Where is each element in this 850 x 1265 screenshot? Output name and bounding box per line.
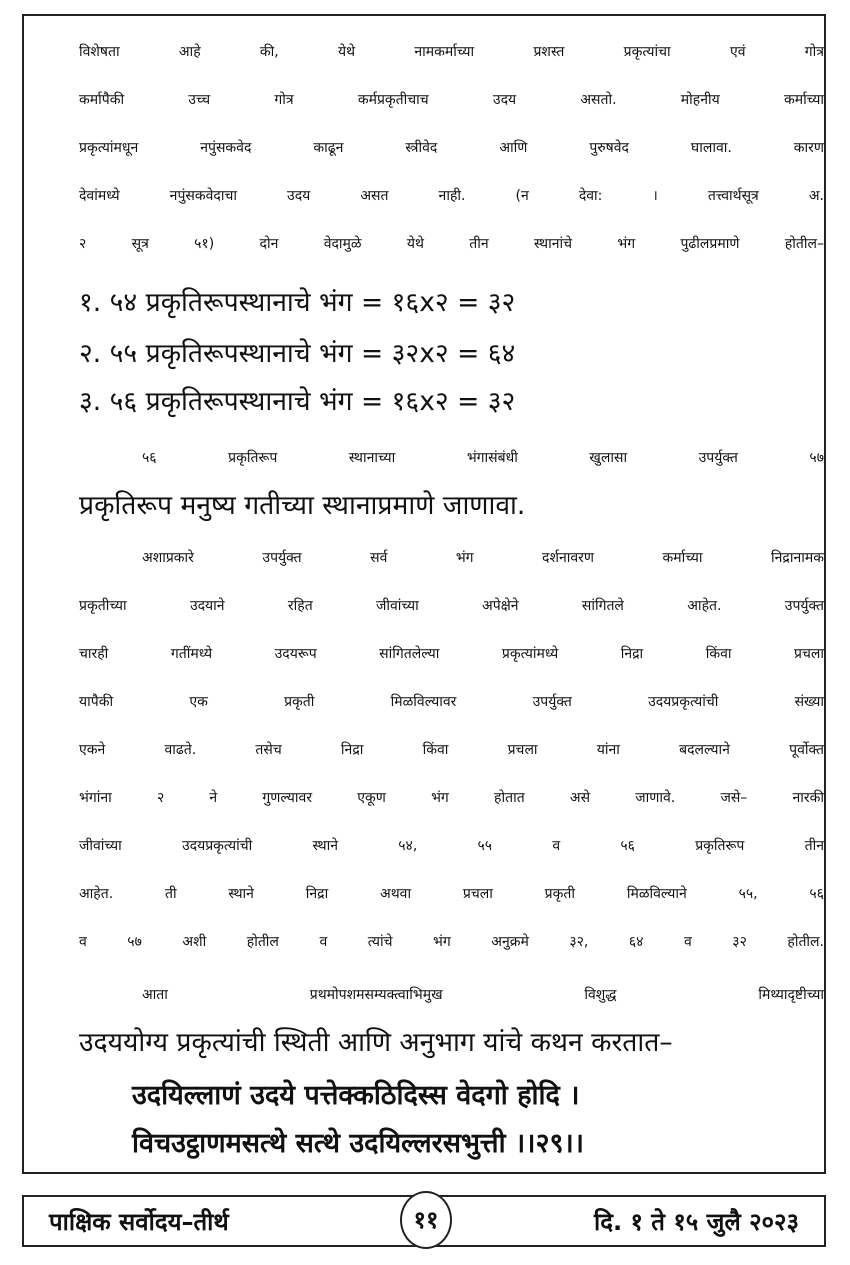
publication-title: पाक्षिक सर्वोदय–तीर्थ (49, 1208, 229, 1236)
equation-3: ३. ५६ प्रकृतिरूपस्थानाचे भंग = १६x२ = ३२ (79, 386, 516, 417)
para3-line-6: भंगांना २ ने गुणल्यावर एकूण भंग होतात असे जाणावे. जसे– नारकी (79, 790, 824, 806)
issue-date: दि. १ ते १५ जुलै २०२३ (594, 1208, 799, 1236)
para2-line-1: ५६ प्रकृतिरूप स्थानाच्या भंगासंबंधी खुलासा उपर्युक्त ५७ (142, 450, 824, 466)
page-content-box (22, 14, 826, 1174)
para3-line-4: यापैकी एक प्रकृती मिळविल्यावर उपर्युक्त उदयप्रकृत्यांची संख्या (79, 694, 824, 710)
para1-line-2: कर्मापैकी उच्च गोत्र कर्मप्रकृतीचाच उदय असतो. मोहनीय कर्माच्या (79, 92, 824, 108)
para2-line-2: प्रकृतिरूप मनुष्य गतीच्या स्थानाप्रमाणे जाणावा. (79, 490, 526, 521)
equation-1: १. ५४ प्रकृतिरूपस्थानाचे भंग = १६x२ = ३२ (79, 287, 516, 318)
para1-line-5: २ सूत्र ५१) दोन वेदामुळे येथे तीन स्थानांचे भंग पुढीलप्रमाणे होतील– (79, 236, 824, 252)
para1-line-4: देवांमध्ये नपुंसकवेदाचा उदय असत नाही. (न देवा: । तत्त्वार्थसूत्र अ. (79, 188, 824, 204)
para4-line-1: आता प्रथमोपशमसम्यक्त्वाभिमुख विशुद्ध मिथ्यादृष्टीच्या (142, 987, 824, 1003)
para3-line-9: व ५७ अशी होतील व त्यांचे भंग अनुक्रमे ३२, ६४ व ३२ होतील. (79, 934, 824, 950)
verse-line-1: उदयिल्लाणं उदये पत्तेक्कठिदिस्स वेदगो होदि । (132, 1080, 580, 1111)
para3-line-3: चारही गतींमध्ये उदयरूप सांगितलेल्या प्रकृत्यांमध्ये निद्रा किंवा प्रचला (79, 646, 824, 662)
para3-line-7: जीवांच्या उदयप्रकृत्यांची स्थाने ५४, ५५ व ५६ प्रकृतिरूप तीन (79, 838, 824, 854)
para3-line-8: आहेत. ती स्थाने निद्रा अथवा प्रचला प्रकृती मिळविल्याने ५५, ५६ (79, 886, 824, 902)
para3-line-1: अशाप्रकारे उपर्युक्त सर्व भंग दर्शनावरण कर्माच्या निद्रानामक (142, 550, 824, 566)
equation-2: २. ५५ प्रकृतिरूपस्थानाचे भंग = ३२x२ = ६४ (79, 338, 516, 369)
para1-line-3: प्रकृत्यांमधून नपुंसकवेद काढून स्त्रीवेद आणि पुरुषवेद घालावा. कारण (79, 140, 824, 156)
para1-line-1: विशेषता आहे की, येथे नामकर्माच्या प्रशस्त प्रकृत्यांचा एवं गोत्र (79, 44, 824, 60)
para4-line-2: उदययोग्य प्रकृत्यांची स्थिती आणि अनुभाग यांचे कथन करतात– (79, 1027, 673, 1058)
page-number: ११ (400, 1191, 452, 1249)
page-footer (22, 1195, 826, 1247)
para3-line-2: प्रकृतीच्या उदयाने रहित जीवांच्या अपेक्षेने सांगितले आहेत. उपर्युक्त (79, 598, 824, 614)
para3-line-5: एकने वाढते. तसेच निद्रा किंवा प्रचला यांना बदलल्याने पूर्वोक्त (79, 742, 824, 758)
verse-line-2: विचउट्ठाणमसत्थे सत्थे उदयिल्लरसभुत्ती ।।२९।। (132, 1128, 584, 1159)
